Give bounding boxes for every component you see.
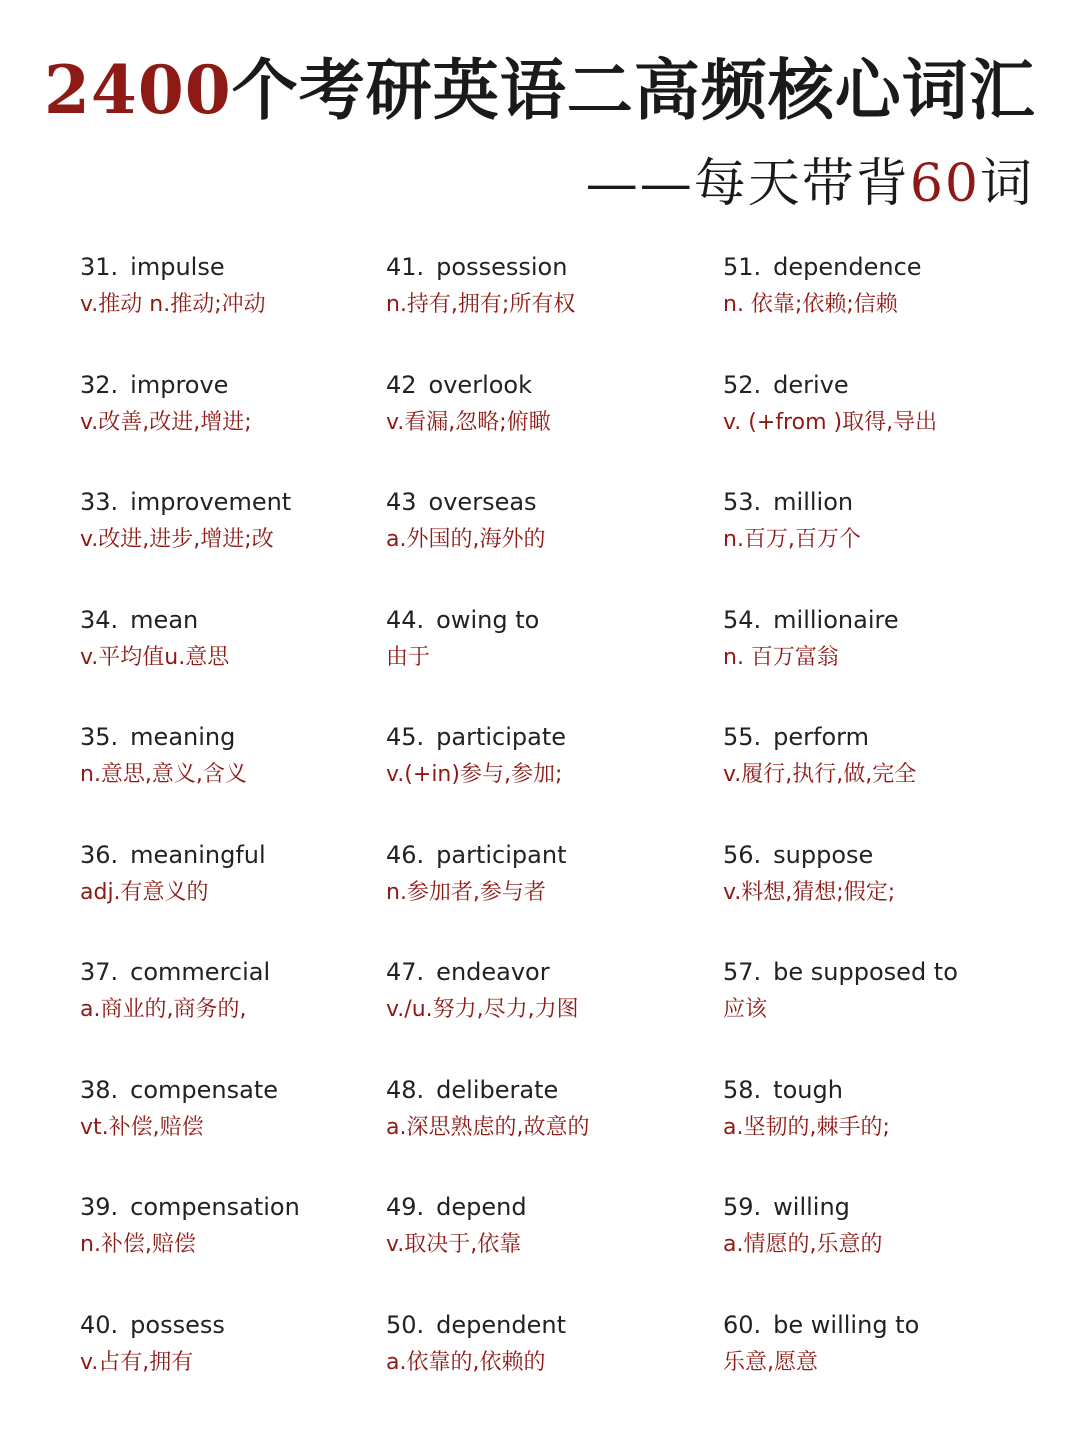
vocab-word-line	[386, 836, 716, 874]
vocab-number: 36.	[80, 840, 119, 869]
vocab-word: owing to	[436, 605, 540, 634]
vocab-number: 44.	[386, 605, 425, 634]
vocab-word-line	[386, 248, 716, 286]
vocab-meaning: a.依靠的,依赖的	[386, 1349, 546, 1375]
vocab-entry	[723, 953, 1053, 1071]
vocab-word-line	[80, 953, 410, 991]
vocab-word-line	[386, 601, 716, 639]
page-subtitle	[586, 150, 1034, 218]
vocab-number: 48.	[386, 1075, 425, 1104]
vocab-word-line	[386, 366, 716, 404]
vocab-entry	[386, 836, 716, 954]
vocab-meaning: a.情愿的,乐意的	[723, 1232, 883, 1257]
vocab-meaning: a.深思熟虑的,故意的	[386, 1114, 590, 1140]
vocab-entry	[723, 718, 1053, 836]
vocab-column-1	[80, 248, 410, 1423]
vocab-number: 50.	[386, 1310, 425, 1339]
vocab-meaning: 应该	[723, 997, 768, 1022]
vocab-meaning: v.料想,猜想;假定;	[723, 879, 896, 905]
vocab-word: be supposed to	[773, 958, 958, 986]
title-text: 个考研英语二高频核心词汇	[231, 51, 1036, 129]
vocab-meaning: n.意思,意义,含义	[80, 762, 247, 787]
vocab-word: willing	[773, 1193, 850, 1221]
vocab-number: 47.	[386, 958, 425, 986]
vocab-column-3	[723, 248, 1053, 1423]
vocab-number: 34.	[80, 605, 119, 634]
vocab-number: 41.	[386, 253, 425, 281]
vocab-word-line	[386, 1071, 716, 1109]
vocab-word-line	[80, 483, 410, 521]
vocab-word-line	[80, 1306, 410, 1344]
vocab-entry	[723, 248, 1053, 366]
vocab-entry	[386, 366, 716, 484]
vocab-word: impulse	[130, 253, 225, 281]
vocab-word: dependence	[773, 253, 922, 281]
vocab-word: meaningful	[130, 840, 266, 869]
vocab-number: 59.	[723, 1193, 762, 1221]
vocab-meaning: v.取决于,依靠	[386, 1232, 522, 1257]
page-title	[44, 48, 1044, 132]
vocab-word-line	[386, 718, 716, 756]
vocab-entry	[386, 483, 716, 601]
vocab-word-line	[723, 366, 1053, 404]
vocab-number: 38.	[80, 1075, 119, 1104]
vocab-number: 35.	[80, 723, 119, 751]
vocab-entry	[386, 1188, 716, 1306]
vocab-number: 51.	[723, 253, 762, 281]
vocab-word: possession	[436, 253, 568, 281]
vocab-meaning: a.坚韧的,棘手的;	[723, 1114, 890, 1140]
vocab-meaning: v./u.努力,尽力,力图	[386, 997, 579, 1022]
vocab-word: improvement	[130, 488, 292, 516]
vocab-entry	[80, 836, 410, 954]
vocab-word: millionaire	[773, 605, 899, 634]
vocab-entry	[386, 1306, 716, 1424]
vocab-entry	[723, 1188, 1053, 1306]
vocab-entry	[80, 953, 410, 1071]
title-number: 2400	[44, 51, 232, 129]
vocab-word: overseas	[428, 488, 537, 516]
vocab-word: depend	[436, 1193, 527, 1221]
vocab-meaning: v. (+from )取得,导出	[723, 409, 938, 435]
vocab-number: 31.	[80, 253, 119, 281]
vocab-entry	[80, 601, 410, 719]
vocab-number: 55.	[723, 723, 762, 751]
vocab-word: compensation	[130, 1193, 300, 1221]
vocab-number: 39.	[80, 1193, 119, 1221]
vocab-word: compensate	[130, 1075, 279, 1104]
vocab-number: 53.	[723, 488, 762, 516]
vocab-meaning: adj.有意义的	[80, 879, 209, 905]
vocab-word-line	[80, 248, 410, 286]
vocab-meaning: v.占有,拥有	[80, 1349, 194, 1375]
vocab-meaning: v.平均值u.意思	[80, 644, 230, 670]
vocab-entry	[80, 366, 410, 484]
vocab-word: suppose	[773, 840, 874, 869]
vocab-meaning: n. 百万富翁	[723, 644, 839, 670]
vocab-word: be willing to	[773, 1310, 920, 1339]
vocab-word-line	[723, 953, 1053, 991]
vocab-meaning: a.外国的,海外的	[386, 527, 546, 552]
vocab-entry	[80, 1306, 410, 1424]
vocab-word-line	[386, 1306, 716, 1344]
vocab-number: 54.	[723, 605, 762, 634]
vocab-word-line	[723, 483, 1053, 521]
vocab-number: 43	[386, 488, 417, 516]
vocab-entry	[723, 1071, 1053, 1189]
vocab-entry	[386, 718, 716, 836]
vocab-meaning: n.百万,百万个	[723, 527, 861, 552]
vocab-word-line	[723, 1071, 1053, 1109]
vocab-word: overlook	[428, 370, 532, 399]
vocab-word-line	[80, 836, 410, 874]
vocab-word: derive	[773, 370, 849, 399]
subtitle-number: 60	[909, 154, 980, 214]
vocab-meaning: v.看漏,忽略;俯瞰	[386, 409, 551, 435]
vocab-meaning: v.改善,改进,增进;	[80, 409, 252, 435]
vocab-word: mean	[130, 605, 199, 634]
vocab-word-line	[80, 1071, 410, 1109]
vocab-meaning: n.参加者,参与者	[386, 879, 546, 905]
vocab-entry	[80, 1188, 410, 1306]
vocab-word-line	[723, 601, 1053, 639]
vocab-word-line	[80, 601, 410, 639]
vocab-word-line	[723, 248, 1053, 286]
vocab-number: 33.	[80, 488, 119, 516]
vocab-word-line	[723, 836, 1053, 874]
vocab-word-line	[386, 953, 716, 991]
vocab-entry	[386, 601, 716, 719]
vocab-entry	[723, 1306, 1053, 1424]
vocab-meaning: v.推动 n.推动;冲动	[80, 292, 266, 317]
vocab-number: 56.	[723, 840, 762, 869]
vocab-number: 32.	[80, 370, 119, 399]
vocab-word-line	[80, 718, 410, 756]
vocab-word: tough	[773, 1075, 843, 1104]
vocab-meaning: 乐意,愿意	[723, 1349, 818, 1375]
vocab-word-line	[80, 366, 410, 404]
vocab-entry	[80, 483, 410, 601]
vocab-word: meaning	[130, 723, 236, 751]
vocab-number: 49.	[386, 1193, 425, 1221]
vocab-entry	[80, 248, 410, 366]
vocab-entry	[80, 718, 410, 836]
vocab-number: 42	[386, 370, 417, 399]
vocab-meaning: v.改进,进步,增进;改	[80, 527, 274, 552]
vocab-word: improve	[130, 370, 229, 399]
vocab-meaning: a.商业的,商务的,	[80, 997, 247, 1022]
vocab-word-line	[80, 1188, 410, 1226]
vocab-number: 57.	[723, 958, 762, 986]
vocab-number: 40.	[80, 1310, 119, 1339]
vocab-entry	[723, 601, 1053, 719]
subtitle-text: ——每天带背	[585, 154, 910, 214]
vocab-word: perform	[773, 723, 869, 751]
vocab-meaning: n.持有,拥有;所有权	[386, 292, 576, 317]
vocab-word: commercial	[130, 958, 271, 986]
vocab-column-2	[386, 248, 716, 1423]
vocab-word: participate	[436, 723, 567, 751]
vocab-word-line	[723, 1188, 1053, 1226]
vocab-word: dependent	[436, 1310, 567, 1339]
vocab-entry	[80, 1071, 410, 1189]
vocab-entry	[386, 953, 716, 1071]
vocab-word: possess	[130, 1310, 225, 1339]
vocab-entry	[723, 366, 1053, 484]
vocab-number: 46.	[386, 840, 425, 869]
vocab-entry	[386, 248, 716, 366]
vocab-meaning: v.(+in)参与,参加;	[386, 762, 563, 787]
vocab-word-line	[723, 718, 1053, 756]
vocab-word-line	[386, 483, 716, 521]
vocab-word: participant	[436, 840, 567, 869]
vocab-meaning: v.履行,执行,做,完全	[723, 762, 917, 787]
vocab-number: 58.	[723, 1075, 762, 1104]
vocab-entry	[723, 836, 1053, 954]
vocab-word-line	[386, 1188, 716, 1226]
vocab-number: 45.	[386, 723, 425, 751]
vocab-number: 52.	[723, 370, 762, 399]
vocab-meaning: vt.补偿,赔偿	[80, 1114, 204, 1140]
vocab-word: deliberate	[436, 1075, 559, 1104]
vocab-number: 37.	[80, 958, 119, 986]
vocab-meaning: 由于	[386, 644, 431, 670]
vocab-word: million	[773, 488, 854, 516]
vocab-word: endeavor	[436, 958, 550, 986]
vocab-entry	[386, 1071, 716, 1189]
vocab-meaning: n. 依靠;依赖;信赖	[723, 292, 898, 317]
vocab-number: 60.	[723, 1310, 762, 1339]
vocab-word-line	[723, 1306, 1053, 1344]
vocab-entry	[723, 483, 1053, 601]
vocab-meaning: n.补偿,赔偿	[80, 1232, 196, 1257]
subtitle-end: 词	[979, 154, 1034, 214]
